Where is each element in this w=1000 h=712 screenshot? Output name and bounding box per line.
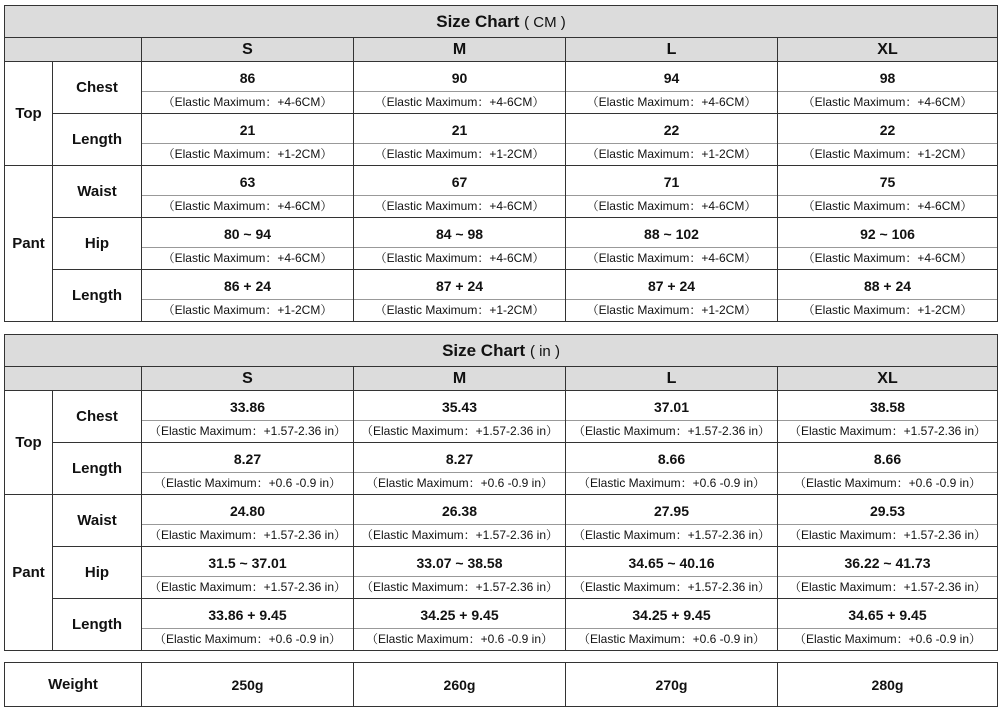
elastic-note: （Elastic Maximum：+1.57-2.36 in）	[354, 420, 565, 442]
chart-title	[5, 6, 998, 38]
elastic-note: （Elastic Maximum：+4-6CM）	[142, 247, 353, 269]
chart-unit-text: ( CM )	[524, 13, 566, 31]
weight-label: Weight	[5, 663, 142, 707]
size-value-cell	[778, 114, 998, 166]
chart-title-row	[5, 6, 998, 38]
elastic-note: （Elastic Maximum：+0.6 -0.9 in）	[778, 472, 997, 494]
size-chart-cm-table	[4, 5, 998, 322]
size-value-cell	[566, 218, 778, 270]
size-value-cell	[778, 495, 998, 547]
measurement-value: 92 ~ 106	[860, 225, 915, 242]
size-value-cell	[142, 114, 354, 166]
measurement-row	[5, 114, 998, 166]
measurement-value: 87 + 24	[435, 277, 484, 294]
elastic-note: （Elastic Maximum：+0.6 -0.9 in）	[354, 472, 565, 494]
measurement-label: Hip	[53, 218, 142, 270]
measurement-value: 34.65 + 9.45	[848, 606, 927, 623]
measurement-row	[5, 599, 998, 651]
measurement-value: 86 + 24	[223, 277, 272, 294]
header-corner-cell	[5, 38, 142, 62]
elastic-note: （Elastic Maximum：+0.6 -0.9 in）	[354, 628, 565, 650]
measurement-value: 24.80	[229, 502, 266, 519]
measurement-value: 38.58	[869, 398, 906, 415]
elastic-note: （Elastic Maximum：+0.6 -0.9 in）	[566, 472, 777, 494]
size-value-cell	[142, 443, 354, 495]
size-value-cell	[142, 599, 354, 651]
size-value-cell	[778, 270, 998, 322]
weight-value: 250g	[142, 663, 354, 707]
measurement-value: 21	[239, 121, 256, 138]
elastic-note: （Elastic Maximum：+1-2CM）	[778, 143, 997, 165]
size-value-cell	[566, 599, 778, 651]
size-value-cell	[566, 166, 778, 218]
size-header-m: M	[354, 38, 566, 62]
elastic-note: （Elastic Maximum：+4-6CM）	[566, 247, 777, 269]
size-value-cell	[142, 62, 354, 114]
measurement-value: 33.07 ~ 38.58	[416, 554, 503, 571]
size-value-cell	[354, 114, 566, 166]
group-label: Pant	[5, 495, 53, 651]
group-label: Pant	[5, 166, 53, 322]
measurement-value: 8.27	[445, 450, 474, 467]
size-value-cell	[354, 62, 566, 114]
elastic-note: （Elastic Maximum：+1-2CM）	[142, 299, 353, 321]
measurement-value: 90	[451, 69, 468, 86]
elastic-note: （Elastic Maximum：+0.6 -0.9 in）	[566, 628, 777, 650]
elastic-note: （Elastic Maximum：+4-6CM）	[142, 195, 353, 217]
measurement-row	[5, 166, 998, 218]
measurement-value: 94	[663, 69, 680, 86]
weight-value: 270g	[566, 663, 778, 707]
size-header-row	[5, 38, 998, 62]
measurement-value: 36.22 ~ 41.73	[844, 554, 931, 571]
measurement-label: Length	[53, 443, 142, 495]
measurement-value: 22	[879, 121, 896, 138]
size-value-cell	[354, 547, 566, 599]
size-value-cell	[778, 166, 998, 218]
size-header-l: L	[566, 38, 778, 62]
size-header-s: S	[142, 367, 354, 391]
size-value-cell	[142, 547, 354, 599]
measurement-value: 8.66	[657, 450, 686, 467]
elastic-note: （Elastic Maximum：+4-6CM）	[566, 195, 777, 217]
measurement-label: Length	[53, 599, 142, 651]
size-value-cell	[566, 114, 778, 166]
measurement-value: 75	[879, 173, 896, 190]
elastic-note: （Elastic Maximum：+4-6CM）	[354, 91, 565, 113]
measurement-label: Length	[53, 270, 142, 322]
measurement-value: 26.38	[441, 502, 478, 519]
elastic-note: （Elastic Maximum：+0.6 -0.9 in）	[142, 628, 353, 650]
size-header-m: M	[354, 367, 566, 391]
size-value-cell	[778, 599, 998, 651]
measurement-value: 88 ~ 102	[644, 225, 699, 242]
chart-title	[5, 335, 998, 367]
group-label: Top	[5, 391, 53, 495]
measurement-value: 34.25 + 9.45	[632, 606, 711, 623]
size-value-cell	[778, 62, 998, 114]
measurement-value: 84 ~ 98	[435, 225, 484, 242]
size-value-cell	[354, 218, 566, 270]
elastic-note: （Elastic Maximum：+0.6 -0.9 in）	[142, 472, 353, 494]
elastic-note: （Elastic Maximum：+1-2CM）	[778, 299, 997, 321]
size-value-cell	[566, 495, 778, 547]
elastic-note: （Elastic Maximum：+4-6CM）	[778, 247, 997, 269]
elastic-note: （Elastic Maximum：+1.57-2.36 in）	[566, 576, 777, 598]
elastic-note: （Elastic Maximum：+1.57-2.36 in）	[566, 420, 777, 442]
measurement-value: 67	[451, 173, 468, 190]
weight-value: 280g	[778, 663, 998, 707]
size-value-cell	[566, 547, 778, 599]
elastic-note: （Elastic Maximum：+1.57-2.36 in）	[778, 420, 997, 442]
measurement-row	[5, 218, 998, 270]
measurement-value: 31.5 ~ 37.01	[208, 554, 287, 571]
measurement-value: 71	[663, 173, 680, 190]
size-header-xl: XL	[778, 38, 998, 62]
size-value-cell	[354, 495, 566, 547]
elastic-note: （Elastic Maximum：+4-6CM）	[566, 91, 777, 113]
measurement-label: Waist	[53, 166, 142, 218]
measurement-label: Hip	[53, 547, 142, 599]
header-corner-cell	[5, 367, 142, 391]
size-chart-in-table	[4, 334, 998, 651]
measurement-row	[5, 62, 998, 114]
measurement-value: 34.65 ~ 40.16	[628, 554, 715, 571]
elastic-note: （Elastic Maximum：+4-6CM）	[778, 91, 997, 113]
size-header-xl: XL	[778, 367, 998, 391]
size-value-cell	[354, 166, 566, 218]
measurement-value: 21	[451, 121, 468, 138]
size-value-cell	[778, 218, 998, 270]
size-header-row	[5, 367, 998, 391]
measurement-value: 33.86	[229, 398, 266, 415]
elastic-note: （Elastic Maximum：+1.57-2.36 in）	[142, 524, 353, 546]
elastic-note: （Elastic Maximum：+1.57-2.36 in）	[142, 420, 353, 442]
size-value-cell	[142, 270, 354, 322]
size-value-cell	[354, 270, 566, 322]
elastic-note: （Elastic Maximum：+4-6CM）	[354, 247, 565, 269]
elastic-note: （Elastic Maximum：+1-2CM）	[566, 143, 777, 165]
elastic-note: （Elastic Maximum：+1-2CM）	[142, 143, 353, 165]
measurement-label: Waist	[53, 495, 142, 547]
measurement-label: Chest	[53, 62, 142, 114]
elastic-note: （Elastic Maximum：+4-6CM）	[142, 91, 353, 113]
size-header-l: L	[566, 367, 778, 391]
measurement-value: 33.86 + 9.45	[208, 606, 287, 623]
size-value-cell	[142, 166, 354, 218]
measurement-value: 87 + 24	[647, 277, 696, 294]
weight-value: 260g	[354, 663, 566, 707]
size-value-cell	[142, 495, 354, 547]
measurement-value: 22	[663, 121, 680, 138]
measurement-value: 98	[879, 69, 896, 86]
size-value-cell	[142, 218, 354, 270]
measurement-value: 27.95	[653, 502, 690, 519]
measurement-label: Length	[53, 114, 142, 166]
measurement-row	[5, 495, 998, 547]
weight-table	[4, 662, 998, 707]
measurement-value: 35.43	[441, 398, 478, 415]
size-value-cell	[354, 599, 566, 651]
elastic-note: （Elastic Maximum：+1.57-2.36 in）	[354, 524, 565, 546]
measurement-row	[5, 547, 998, 599]
elastic-note: （Elastic Maximum：+1.57-2.36 in）	[566, 524, 777, 546]
elastic-note: （Elastic Maximum：+1.57-2.36 in）	[354, 576, 565, 598]
group-label: Top	[5, 62, 53, 166]
measurement-label: Chest	[53, 391, 142, 443]
size-value-cell	[566, 62, 778, 114]
measurement-value: 37.01	[653, 398, 690, 415]
measurement-value: 80 ~ 94	[223, 225, 272, 242]
size-value-cell	[778, 443, 998, 495]
size-value-cell	[778, 547, 998, 599]
chart-title-text: Size Chart	[436, 11, 520, 31]
elastic-note: （Elastic Maximum：+4-6CM）	[778, 195, 997, 217]
size-header-s: S	[142, 38, 354, 62]
measurement-value: 63	[239, 173, 256, 190]
chart-unit-text: ( in )	[529, 342, 560, 360]
size-value-cell	[354, 391, 566, 443]
measurement-row	[5, 443, 998, 495]
measurement-row	[5, 270, 998, 322]
measurement-value: 88 + 24	[863, 277, 912, 294]
elastic-note: （Elastic Maximum：+1-2CM）	[354, 143, 565, 165]
weight-row	[5, 663, 998, 707]
size-value-cell	[566, 391, 778, 443]
elastic-note: （Elastic Maximum：+1-2CM）	[354, 299, 565, 321]
measurement-value: 8.27	[233, 450, 262, 467]
measurement-value: 8.66	[873, 450, 902, 467]
size-value-cell	[142, 391, 354, 443]
size-value-cell	[566, 443, 778, 495]
measurement-value: 29.53	[869, 502, 906, 519]
elastic-note: （Elastic Maximum：+4-6CM）	[354, 195, 565, 217]
chart-title-row	[5, 335, 998, 367]
measurement-row	[5, 391, 998, 443]
chart-title-text: Size Chart	[442, 340, 526, 360]
elastic-note: （Elastic Maximum：+1.57-2.36 in）	[778, 576, 997, 598]
elastic-note: （Elastic Maximum：+0.6 -0.9 in）	[778, 628, 997, 650]
size-value-cell	[354, 443, 566, 495]
size-value-cell	[566, 270, 778, 322]
size-value-cell	[778, 391, 998, 443]
measurement-value: 86	[239, 69, 256, 86]
elastic-note: （Elastic Maximum：+1.57-2.36 in）	[142, 576, 353, 598]
elastic-note: （Elastic Maximum：+1-2CM）	[566, 299, 777, 321]
measurement-value: 34.25 + 9.45	[420, 606, 499, 623]
elastic-note: （Elastic Maximum：+1.57-2.36 in）	[778, 524, 997, 546]
